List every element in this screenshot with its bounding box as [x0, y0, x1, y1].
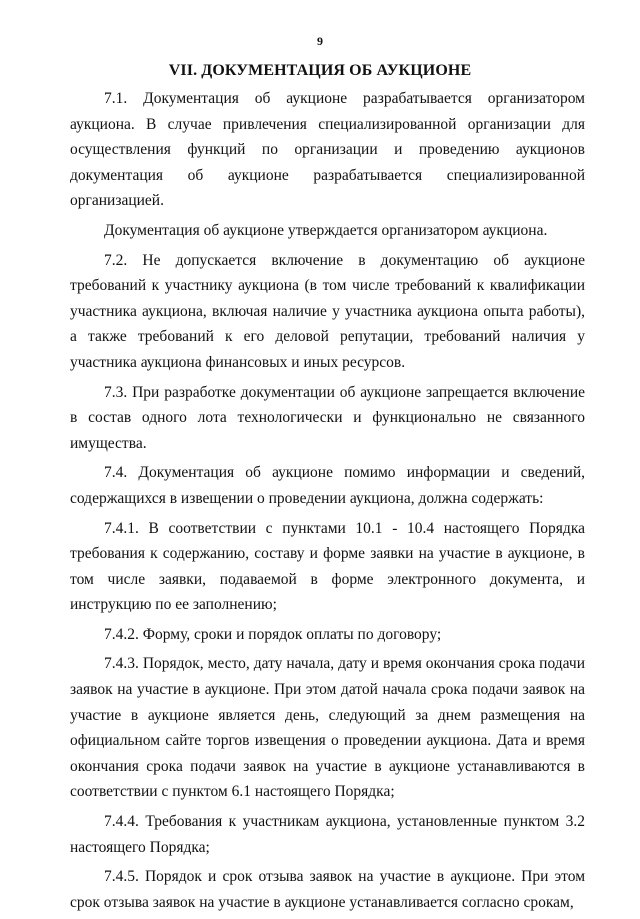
section-heading: VII. ДОКУМЕНТАЦИЯ ОБ АУКЦИОНЕ [168, 62, 472, 79]
body-text [70, 86, 585, 919]
paragraph-7-1: 7.1. Документация об аукционе разрабатывается организатором аукциона. В случае привлечения специализированной организации для осуществления функций по организации и проведению аукционов документация об аукционе разрабатывается специализированной организацией. [70, 90, 585, 210]
paragraph-7-4-3: 7.4.3. Порядок, место, дату начала, дату и время окончания срока подачи заявок на участие в аукционе. При этом датой начала срока подачи заявок на участие в аукционе является день, следующий за днем размещения на официальном сайте торгов извещения о проведении аукциона. Дата и время окончания срока подачи заявок на участие в аукционе устанавливаются в соответствии с пунктом 6.1 настоящего Порядка; [70, 655, 585, 801]
paragraph-7-4-4: 7.4.4. Требования к участникам аукциона, установленные пунктом 3.2 настоящего Порядка; [70, 813, 585, 856]
paragraph-7-4-5: 7.4.5. Порядок и срок отзыва заявок на участие в аукционе. При этом срок отзыва заявок на участие в аукционе устанавливается согласно срокам, [70, 868, 585, 911]
paragraph-7-4-1: 7.4.1. В соответствии с пунктами 10.1 - 10.4 настоящего Порядка требования к содержанию, составу и форме заявки на участие в аукционе, в том числе заявки, подаваемой в форме электронного документа, и инструкцию по ее заполнению; [70, 519, 585, 614]
paragraph-7-4: 7.4. Документация об аукционе помимо информации и сведений, содержащихся в извещении о проведении аукциона, должна содержать: [70, 464, 585, 507]
paragraph-7-1-approval: Документация об аукционе утверждается организатором аукциона. [104, 221, 548, 239]
page-number: 9 [317, 34, 323, 48]
paragraph-7-2: 7.2. Не допускается включение в документацию об аукционе требований к участнику аукциона (в том числе требований к квалификации участника аукциона, включая наличие у участника аукциона опыта работы), а также требований к его деловой репутации, требований наличия у участника аукциона финансовых и иных ресурсов. [70, 251, 585, 371]
paragraph-7-4-2: 7.4.2. Форму, сроки и порядок оплаты по договору; [104, 625, 442, 643]
paragraph-7-3: 7.3. При разработке документации об аукционе запрещается включение в состав одного лота технологически и функционально не связанного имущества. [70, 383, 585, 452]
